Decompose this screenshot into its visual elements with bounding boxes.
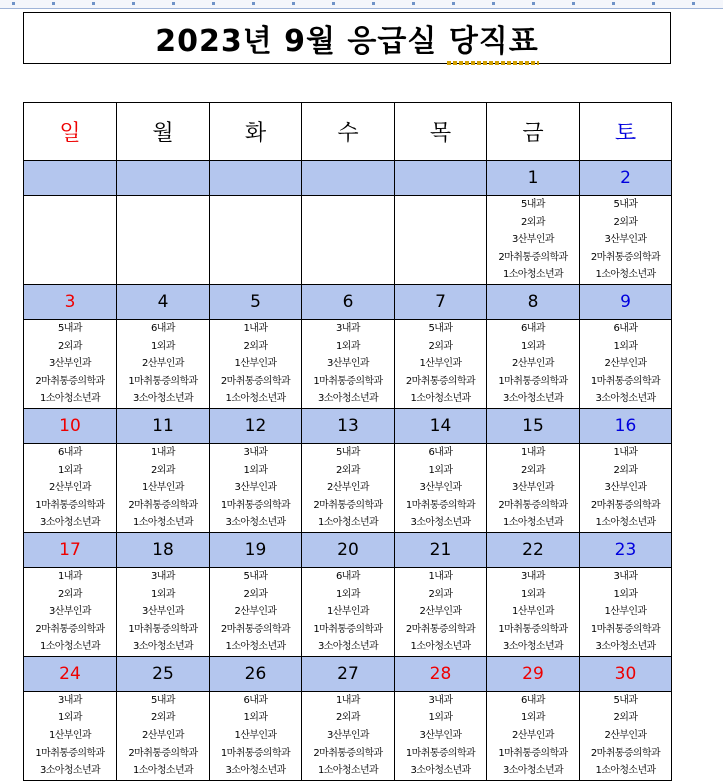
ruler-tick (332, 2, 335, 5)
duty-entry: 2외과 (336, 712, 360, 724)
duty-entry: 2외과 (58, 588, 82, 600)
duty-cell (117, 567, 210, 656)
duty-entry: 5내과 (613, 199, 638, 210)
ruler-tick (172, 2, 175, 5)
duty-entry: 3내과 (151, 570, 175, 582)
date-cell: 16 (580, 408, 672, 443)
duty-row (24, 567, 672, 656)
duty-entry: 2마취통증의학과 (128, 499, 198, 511)
duty-entry: 1소아청소년과 (317, 517, 379, 529)
date-cell: 27 (302, 656, 395, 691)
duty-entry: 1마취통증의학과 (590, 375, 661, 387)
duty-entry: 2외과 (151, 464, 175, 476)
duty-cell (210, 691, 302, 780)
duty-entry: 6내과 (58, 446, 82, 458)
duty-cell (580, 196, 672, 285)
duty-cell (24, 443, 117, 532)
weekday-header: 토 (580, 103, 672, 161)
duty-cell (210, 567, 302, 656)
duty-entry: 1마취통증의학과 (498, 623, 568, 635)
duty-entry: 3산부인과 (48, 358, 91, 370)
duty-cell (580, 319, 672, 408)
date-cell: 9 (580, 284, 672, 319)
duty-entry: 3소아청소년과 (595, 393, 656, 405)
duty-entry: 1외과 (151, 588, 175, 600)
duty-entry: 1마취통증의학과 (590, 623, 661, 635)
duty-entry: 5내과 (613, 694, 638, 706)
date-cell: 19 (210, 532, 302, 567)
duty-entry: 2산부인과 (604, 358, 647, 370)
duty-entry: 1마취통증의학과 (498, 747, 568, 759)
date-cell: 7 (395, 284, 487, 319)
spellcheck-underline (447, 61, 539, 65)
duty-row (24, 691, 672, 780)
duty-cell (302, 691, 395, 780)
duty-entry: 3소아청소년과 (317, 641, 379, 653)
duty-cell (487, 319, 580, 408)
date-cell: 3 (24, 284, 117, 319)
duty-entry: 3소아청소년과 (502, 641, 564, 653)
duty-entry: 2외과 (336, 464, 360, 476)
duty-entry: 2마취통증의학과 (590, 251, 661, 263)
duty-entry: 3내과 (613, 570, 638, 582)
duty-entry: 1외과 (243, 464, 268, 476)
duty-entry: 1소아청소년과 (225, 641, 286, 653)
weekday-header-row (24, 103, 672, 161)
duty-entry: 1내과 (521, 446, 545, 458)
date-cell: 18 (117, 532, 210, 567)
duty-cell (210, 443, 302, 532)
duty-cell (117, 196, 210, 285)
duty-entry: 3소아청소년과 (132, 393, 194, 405)
weekday-header: 월 (117, 103, 210, 161)
duty-entry: 1외과 (428, 712, 453, 724)
ruler-tick (252, 2, 255, 5)
duty-cell (487, 691, 580, 780)
date-cell: 14 (395, 408, 487, 443)
date-cell: 24 (24, 656, 117, 691)
duty-entry: 2외과 (58, 340, 82, 352)
duty-entry: 1마취통증의학과 (313, 623, 383, 635)
duty-entry: 3산부인과 (511, 482, 554, 494)
duty-cell (117, 319, 210, 408)
duty-cell (302, 567, 395, 656)
duty-cell (24, 319, 117, 408)
duty-cell (487, 196, 580, 285)
duty-entry: 3산부인과 (326, 358, 369, 370)
duty-cell (395, 196, 487, 285)
ruler-tick (532, 2, 535, 5)
duty-entry: 3소아청소년과 (132, 641, 194, 653)
duty-entry: 1외과 (521, 588, 545, 600)
duty-cell (210, 196, 302, 285)
duty-entry: 2외과 (613, 712, 638, 724)
duty-entry: 3내과 (336, 322, 360, 334)
duty-cell (210, 319, 302, 408)
duty-entry: 2마취통증의학과 (405, 623, 476, 635)
duty-row (24, 443, 672, 532)
date-cell: 29 (487, 656, 580, 691)
ruler-tick (292, 2, 295, 5)
duty-entry: 1마취통증의학과 (128, 375, 198, 387)
duty-entry: 1외과 (428, 464, 453, 476)
duty-entry: 1마취통증의학과 (405, 499, 476, 511)
duty-entry: 2외과 (428, 340, 453, 352)
duty-cell (302, 196, 395, 285)
duty-entry: 3산부인과 (326, 730, 369, 742)
duty-entry: 3산부인과 (604, 234, 647, 246)
duty-entry: 3소아청소년과 (39, 517, 101, 529)
date-cell (24, 161, 117, 196)
duty-entry: 3소아청소년과 (39, 765, 101, 777)
weekday-header: 화 (210, 103, 302, 161)
duty-entry: 2마취통증의학과 (220, 375, 291, 387)
duty-entry: 5내과 (58, 322, 82, 334)
duty-entry: 3내과 (428, 694, 453, 706)
date-cell: 17 (24, 532, 117, 567)
duty-entry: 2마취통증의학과 (498, 499, 568, 511)
duty-cell (395, 691, 487, 780)
duty-entry: 6내과 (243, 694, 268, 706)
duty-entry: 3소아청소년과 (225, 517, 286, 529)
duty-entry: 2마취통증의학과 (590, 747, 661, 759)
duty-entry: 1소아청소년과 (410, 393, 471, 405)
duty-entry: 5내과 (521, 199, 545, 210)
duty-cell (302, 443, 395, 532)
date-row (24, 656, 672, 691)
duty-cell (395, 319, 487, 408)
duty-entry: 2외과 (613, 216, 638, 228)
duty-entry: 2산부인과 (511, 358, 554, 370)
duty-entry: 2외과 (521, 464, 545, 476)
duty-cell (395, 443, 487, 532)
ruler-tick (652, 2, 655, 5)
duty-entry: 6내과 (428, 446, 453, 458)
ruler-tick (372, 2, 375, 5)
weekday-header: 금 (487, 103, 580, 161)
duty-cell (395, 567, 487, 656)
date-row (24, 284, 672, 319)
duty-entry: 2마취통증의학과 (220, 623, 291, 635)
duty-entry: 2산부인과 (326, 482, 369, 494)
duty-entry: 1소아청소년과 (39, 641, 101, 653)
duty-entry: 3내과 (58, 694, 82, 706)
ruler-tick (452, 2, 455, 5)
ruler-tick (132, 2, 135, 5)
title-box (23, 12, 671, 64)
date-cell (117, 161, 210, 196)
duty-entry: 2산부인과 (234, 606, 277, 618)
duty-entry: 1소아청소년과 (595, 517, 656, 529)
ruler-tick (52, 2, 55, 5)
duty-entry: 3소아청소년과 (595, 641, 656, 653)
duty-entry: 5내과 (428, 322, 453, 334)
duty-cell (580, 567, 672, 656)
duty-cell (24, 567, 117, 656)
duty-cell (580, 443, 672, 532)
duty-entry: 1내과 (428, 570, 453, 582)
duty-entry: 2산부인과 (48, 482, 91, 494)
date-cell (210, 161, 302, 196)
duty-row (24, 196, 672, 285)
duty-entry: 3산부인과 (604, 482, 647, 494)
duty-entry: 3내과 (243, 446, 268, 458)
top-ruler (0, 0, 723, 9)
duty-entry: 1소아청소년과 (595, 269, 656, 281)
duty-entry: 1마취통증의학과 (220, 499, 291, 511)
ruler-tick (572, 2, 575, 5)
duty-entry: 1산부인과 (511, 606, 554, 618)
date-row (24, 161, 672, 196)
duty-cell (487, 443, 580, 532)
duty-entry: 1마취통증의학과 (220, 747, 291, 759)
duty-entry: 2마취통증의학과 (35, 375, 105, 387)
date-cell (302, 161, 395, 196)
duty-entry: 2산부인과 (604, 730, 647, 742)
weekday-header: 일 (24, 103, 117, 161)
duty-entry: 3소아청소년과 (502, 393, 564, 405)
duty-entry: 1산부인과 (234, 730, 277, 742)
duty-entry: 2마취통증의학과 (128, 747, 198, 759)
date-cell: 6 (302, 284, 395, 319)
weekday-header: 목 (395, 103, 487, 161)
duty-entry: 1산부인과 (48, 730, 91, 742)
duty-entry: 3산부인과 (141, 606, 184, 618)
duty-entry: 2산부인과 (419, 606, 462, 618)
date-cell: 4 (117, 284, 210, 319)
duty-entry: 2외과 (243, 340, 268, 352)
date-cell (395, 161, 487, 196)
duty-entry: 3소아청소년과 (225, 765, 286, 777)
duty-entry: 6내과 (151, 322, 175, 334)
duty-entry: 6내과 (613, 322, 638, 334)
date-cell: 1 (487, 161, 580, 196)
ruler-tick (12, 2, 15, 5)
duty-entry: 2외과 (613, 464, 638, 476)
duty-entry: 5내과 (151, 694, 175, 706)
duty-cell (117, 443, 210, 532)
duty-entry: 1외과 (243, 712, 268, 724)
date-cell: 10 (24, 408, 117, 443)
duty-entry: 1마취통증의학과 (35, 747, 105, 759)
duty-entry: 1산부인과 (604, 606, 647, 618)
duty-entry: 1소아청소년과 (410, 641, 471, 653)
date-cell: 12 (210, 408, 302, 443)
duty-entry: 1소아청소년과 (502, 269, 564, 281)
duty-entry: 3산부인과 (234, 482, 277, 494)
duty-entry: 1외과 (613, 340, 638, 352)
duty-entry: 2마취통증의학과 (405, 375, 476, 387)
duty-entry: 1내과 (243, 322, 268, 334)
duty-entry: 2외과 (521, 216, 545, 228)
duty-entry: 1외과 (521, 340, 545, 352)
date-cell: 5 (210, 284, 302, 319)
date-cell: 13 (302, 408, 395, 443)
duty-row (24, 319, 672, 408)
date-cell: 2 (580, 161, 672, 196)
duty-cell (487, 567, 580, 656)
duty-entry: 3산부인과 (48, 606, 91, 618)
date-cell: 26 (210, 656, 302, 691)
duty-cell (302, 319, 395, 408)
duty-entry: 1마취통증의학과 (405, 747, 476, 759)
duty-entry: 2외과 (243, 588, 268, 600)
duty-entry: 1마취통증의학과 (313, 375, 383, 387)
duty-entry: 1소아청소년과 (132, 765, 194, 777)
date-cell: 23 (580, 532, 672, 567)
duty-cell (580, 691, 672, 780)
duty-entry: 1산부인과 (419, 358, 462, 370)
duty-entry: 3소아청소년과 (410, 517, 471, 529)
duty-entry: 1외과 (336, 340, 360, 352)
date-cell: 20 (302, 532, 395, 567)
duty-entry: 2마취통증의학과 (498, 251, 568, 263)
page-title: 2023년 9월 응급실 당직표 (155, 16, 539, 60)
duty-entry: 3소아청소년과 (502, 765, 564, 777)
duty-entry: 1내과 (151, 446, 175, 458)
duty-entry: 3산부인과 (511, 234, 554, 246)
duty-entry: 1외과 (613, 588, 638, 600)
duty-entry: 1내과 (613, 446, 638, 458)
duty-entry: 2마취통증의학과 (590, 499, 661, 511)
date-cell: 8 (487, 284, 580, 319)
duty-entry: 1소아청소년과 (595, 765, 656, 777)
duty-entry: 1산부인과 (326, 606, 369, 618)
duty-entry: 1외과 (58, 464, 82, 476)
duty-cell (24, 196, 117, 285)
ruler-tick (412, 2, 415, 5)
date-cell: 30 (580, 656, 672, 691)
duty-entry: 1내과 (58, 570, 82, 582)
ruler-tick (492, 2, 495, 5)
date-cell: 11 (117, 408, 210, 443)
duty-entry: 2산부인과 (141, 730, 184, 742)
ruler-tick (92, 2, 95, 5)
duty-calendar (23, 102, 672, 781)
duty-entry: 6내과 (521, 694, 545, 706)
duty-entry: 2마취통증의학과 (313, 499, 383, 511)
duty-entry: 1외과 (521, 712, 545, 724)
date-cell: 25 (117, 656, 210, 691)
duty-entry: 1외과 (58, 712, 82, 724)
duty-entry: 1산부인과 (234, 358, 277, 370)
duty-entry: 6내과 (521, 322, 545, 334)
ruler-tick (692, 2, 695, 5)
duty-entry: 3내과 (521, 570, 545, 582)
duty-entry: 3산부인과 (419, 730, 462, 742)
duty-cell (117, 691, 210, 780)
duty-entry: 1소아청소년과 (39, 393, 101, 405)
duty-entry: 1마취통증의학과 (498, 375, 568, 387)
date-row (24, 408, 672, 443)
ruler-tick (612, 2, 615, 5)
duty-entry: 6내과 (336, 570, 360, 582)
duty-entry: 2마취통증의학과 (313, 747, 383, 759)
duty-cell (24, 691, 117, 780)
duty-entry: 1소아청소년과 (317, 765, 379, 777)
date-row (24, 532, 672, 567)
duty-entry: 1소아청소년과 (225, 393, 286, 405)
duty-entry: 3소아청소년과 (410, 765, 471, 777)
duty-entry: 2마취통증의학과 (35, 623, 105, 635)
duty-entry: 2외과 (151, 712, 175, 724)
duty-entry: 1마취통증의학과 (35, 499, 105, 511)
duty-entry: 1외과 (336, 588, 360, 600)
duty-entry: 1마취통증의학과 (128, 623, 198, 635)
date-cell: 21 (395, 532, 487, 567)
duty-entry: 3소아청소년과 (317, 393, 379, 405)
weekday-header: 수 (302, 103, 395, 161)
duty-entry: 2산부인과 (141, 358, 184, 370)
date-cell: 28 (395, 656, 487, 691)
date-cell: 22 (487, 532, 580, 567)
duty-entry: 2외과 (428, 588, 453, 600)
duty-entry: 1내과 (336, 694, 360, 706)
date-cell: 15 (487, 408, 580, 443)
duty-entry: 1소아청소년과 (132, 517, 194, 529)
duty-entry: 3산부인과 (419, 482, 462, 494)
duty-entry: 2산부인과 (511, 730, 554, 742)
ruler-tick (212, 2, 215, 5)
duty-entry: 1외과 (151, 340, 175, 352)
duty-entry: 1산부인과 (141, 482, 184, 494)
duty-entry: 1소아청소년과 (502, 517, 564, 529)
duty-entry: 5내과 (243, 570, 268, 582)
duty-entry: 5내과 (336, 446, 360, 458)
